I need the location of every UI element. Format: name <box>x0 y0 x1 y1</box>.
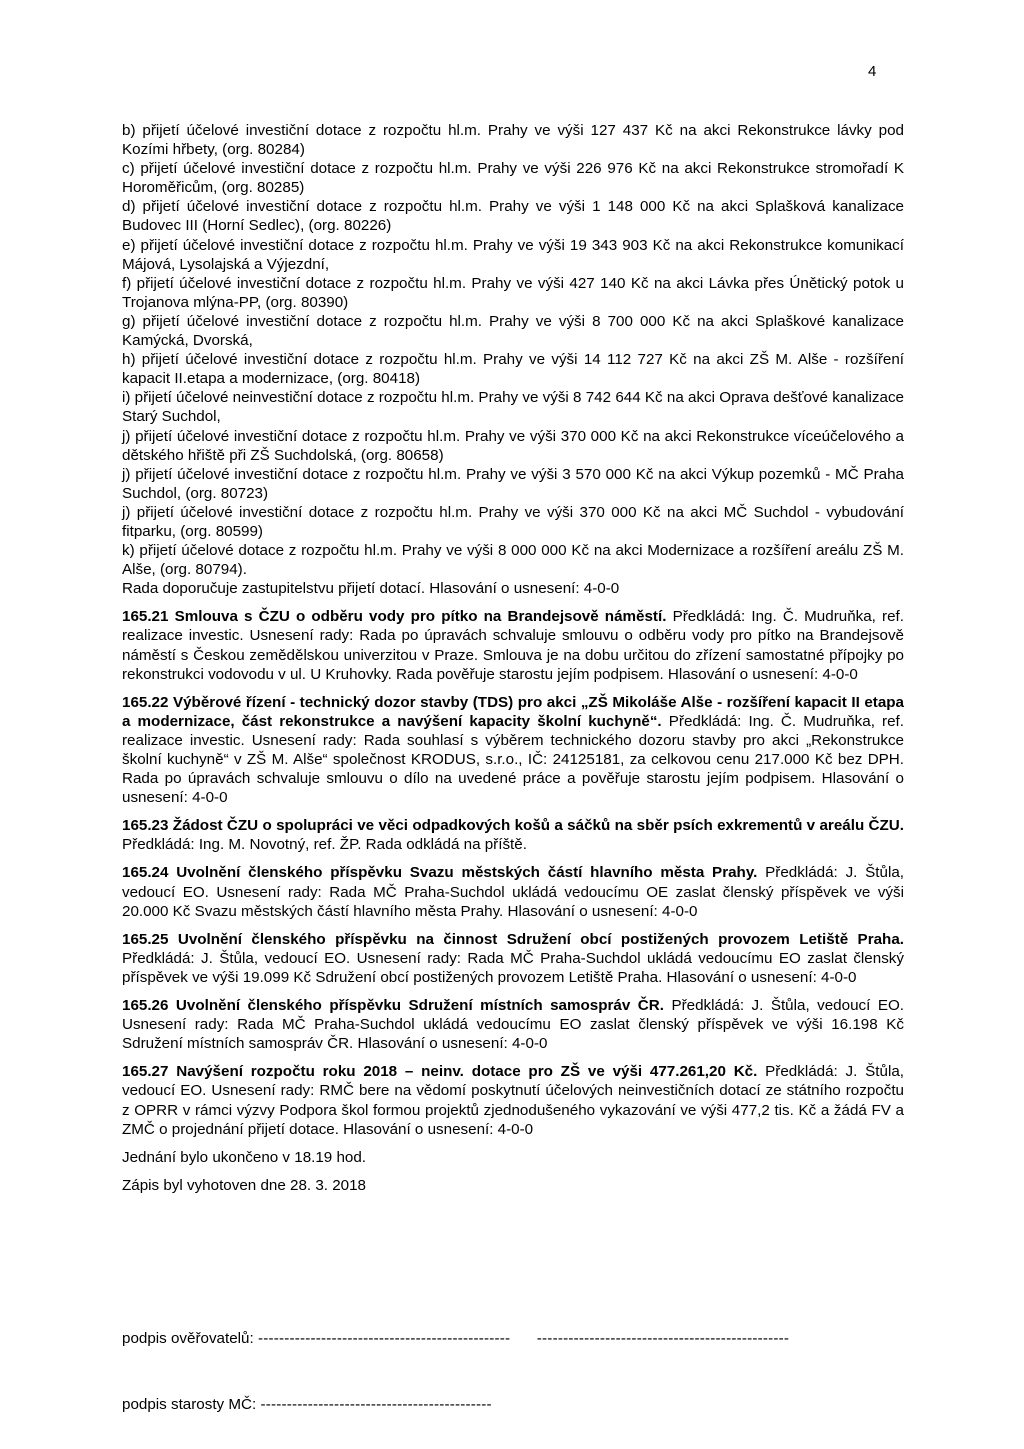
minutes-date: Zápis byl vyhotoven dne 28. 3. 2018 <box>122 1176 367 1194</box>
list-item: d) přijetí účelové investiční dotace z rozpočtu hl.m. Prahy ve výši 1 148 000 Kč na akci Splašková kanalizace Budovec III (Horní Sedlec), (org. 80226) <box>122 198 904 235</box>
section-body: Předkládá: J. Štůla, vedoucí EO. Usnesení rady: RMČ bere na vědomí poskytnutí účelových neinvestičních dotací ze státního rozpočtu z OPRR v rámci výzvy Podpora škol formou projektů zjednodušeného vykazování ve výši 477,2 tis. Kč a žádá FV a ZMČ o projednání přijetí dotace. Hlasování o usnesení: 4-0-0 <box>122 1063 904 1138</box>
closing <box>122 1148 904 1195</box>
list-item: f) přijetí účelové investiční dotace z rozpočtu hl.m. Prahy ve výši 427 140 Kč na akci Lávka přes Únětický potok u Trojanova mlýna-PP, (org. 80390) <box>122 274 904 311</box>
list-item: j) přijetí účelové investiční dotace z rozpočtu hl.m. Prahy ve výši 370 000 Kč na akci MČ Suchdol - vybudování fitparku, (org. 80599) <box>122 503 904 540</box>
section-165-21 <box>122 607 904 683</box>
list-item: g) přijetí účelové investiční dotace z rozpočtu hl.m. Prahy ve výši 8 700 000 Kč na akci Splaškové kanalizace Kamýcká, Dvorská, <box>122 312 904 350</box>
section-body: Předkládá: J. Štůla, vedoucí EO. Usnesení rady: Rada MČ Praha-Suchdol ukládá vedoucímu EO zaslat členský příspěvek ve výši 19.099 Kč Sdružení obcí postižených provozem Letiště Praha. Hlasování o usnesení: 4-0-0 <box>122 949 904 986</box>
verifiers-signature <box>122 1329 789 1348</box>
list-item: i) přijetí účelové neinvestiční dotace z rozpočtu hl.m. Prahy ve výši 8 742 644 Kč na akci Oprava dešťové kanalizace Starý Suchdol, <box>122 389 904 426</box>
section-title: 165.25 Uvolnění členského příspěvku na činnost Sdružení obcí postižených provozem Letiště Praha. <box>122 930 904 948</box>
section-title: 165.21 Smlouva s ČZU o odběru vody pro pítko na Brandejsově náměstí. <box>122 608 667 626</box>
section-165-23 <box>122 816 904 854</box>
section-body: Předkládá: J. Štůla, vedoucí EO. Usnesení rady: Rada MČ Praha-Suchdol ukládá vedoucímu OE zaslat členský příspěvek ve výši 20.000 Kč Svazu městských částí hlavního města Prahy. Hlasování o usnesení: 4-0-0 <box>122 864 905 920</box>
grant-list <box>122 121 904 579</box>
section-165-22 <box>122 693 904 808</box>
list-item: e) přijetí účelové investiční dotace z rozpočtu hl.m. Prahy ve výši 19 343 903 Kč na akci Rekonstrukce komunikací Májová, Lysolajská a Výjezdní, <box>122 236 904 273</box>
list-item: c) přijetí účelové investiční dotace z rozpočtu hl.m. Prahy ve výši 226 976 Kč na akci Rekonstrukce stromořadí K Horoměřicům, (org. 80285) <box>122 160 904 197</box>
section-title: 165.22 Výběrové řízení - technický dozor stavby (TDS) pro akci „ZŠ Mikoláše Alše - rozšíření kapacit II etapa a modernizace, část rekonstrukce a navýšení kapacity školní kuchyně“. <box>122 693 904 730</box>
list-item: j) přijetí účelové investiční dotace z rozpočtu hl.m. Prahy ve výši 3 570 000 Kč na akci Výkup pozemků - MČ Praha Suchdol, (org. 80723) <box>122 465 904 502</box>
section-165-27 <box>122 1062 904 1138</box>
recommendation: Rada doporučuje zastupitelstvu přijetí dotací. Hlasování o usnesení: 4-0-0 <box>122 580 620 598</box>
list-item: h) přijetí účelové investiční dotace z rozpočtu hl.m. Prahy ve výši 14 112 727 Kč na akci ZŠ M. Alše - rozšíření kapacit II.etapa a modernizace, (org. 80418) <box>122 351 904 388</box>
section-165-24 <box>122 863 904 920</box>
section-title: 165.23 Žádost ČZU o spolupráci ve věci odpadkových košů a sáčků na sběr psích exkrementů v areálu ČZU. <box>122 817 904 835</box>
section-165-25 <box>122 930 904 987</box>
section-title: 165.24 Uvolnění členského příspěvku Svazu městských částí hlavního města Prahy. <box>122 864 758 882</box>
document-body <box>122 121 904 1204</box>
mayor-line: -------------------------------------------- <box>260 1396 492 1413</box>
list-item: j) přijetí účelové investiční dotace z rozpočtu hl.m. Prahy ve výši 370 000 Kč na akci Rekonstrukce víceúčelového a dětského hřiště při ZŠ Suchdolská, (org. 80658) <box>122 427 904 464</box>
section-title: 165.26 Uvolnění členského příspěvku Sdružení místních samospráv ČR. <box>122 997 664 1015</box>
mayor-signature <box>122 1395 492 1414</box>
meeting-ended: Jednání bylo ukončeno v 18.19 hod. <box>122 1148 367 1166</box>
page-number: 4 <box>868 63 877 80</box>
section-body: Předkládá: J. Štůla, vedoucí EO. Usnesení rady: Rada MČ Praha-Suchdol ukládá vedoucímu EO zaslat členský příspěvek ve výši 16.198 Kč Sdružení místních samospráv ČR. Hlasování o usnesení: 4-0-0 <box>122 997 904 1053</box>
verifiers-label: podpis ověřovatelů: <box>122 1330 254 1347</box>
list-item: b) přijetí účelové investiční dotace z rozpočtu hl.m. Prahy ve výši 127 437 Kč na akci Rekonstrukce lávky pod Kozími hřbety, (org. 80284) <box>122 122 904 159</box>
section-body: Předkládá: Ing. M. Novotný, ref. ŽP. Rada odkládá na příště. <box>122 836 527 854</box>
section-body: Předkládá: Ing. Č. Mudruňka, ref. realizace investic. Usnesení rady: Rada po úpravách schvaluje smlouvu o odběru vody pro pítko na Brandejsově náměstí s Českou zemědělskou univerzitou v Praze. Smlouva je na dobu určitou do zřízení samostatné přípojky po rekonstrukci vodovodu v ul. U Kruhovky. Rada pověřuje starostu jejím podpisem. Hlasování o usnesení: 4-0-0 <box>122 608 904 683</box>
section-body: Předkládá: Ing. Č. Mudruňka, ref. realizace investic. Usnesení rady: Rada souhlasí s výběrem technického dozoru stavby pro akci „Rekonstrukce školní kuchyně“ v ZŠ M. Alše“ společnost KRODUS, s.r.o., IČ: 24125181, za celkovou cenu 217.000 Kč bez DPH. Rada po úpravách schvaluje smlouvu o dílo na uvedené práce a pověřuje starostu jejím podpisem. Hlasování o usnesení: 4-0-0 <box>122 712 904 807</box>
section-165-26 <box>122 996 904 1053</box>
section-title: 165.27 Navýšení rozpočtu roku 2018 – neinv. dotace pro ZŠ ve výši 477.261,20 Kč. <box>122 1063 758 1081</box>
verifiers-line-2: ------------------------------------------------ <box>536 1330 790 1347</box>
verifiers-line-1: ------------------------------------------------ <box>257 1330 511 1347</box>
mayor-label: podpis starosty MČ: <box>122 1396 257 1413</box>
list-item: k) přijetí účelové dotace z rozpočtu hl.m. Prahy ve výši 8 000 000 Kč na akci Modernizace a rozšíření areálu ZŠ M. Alše, (org. 80794). <box>122 542 904 579</box>
